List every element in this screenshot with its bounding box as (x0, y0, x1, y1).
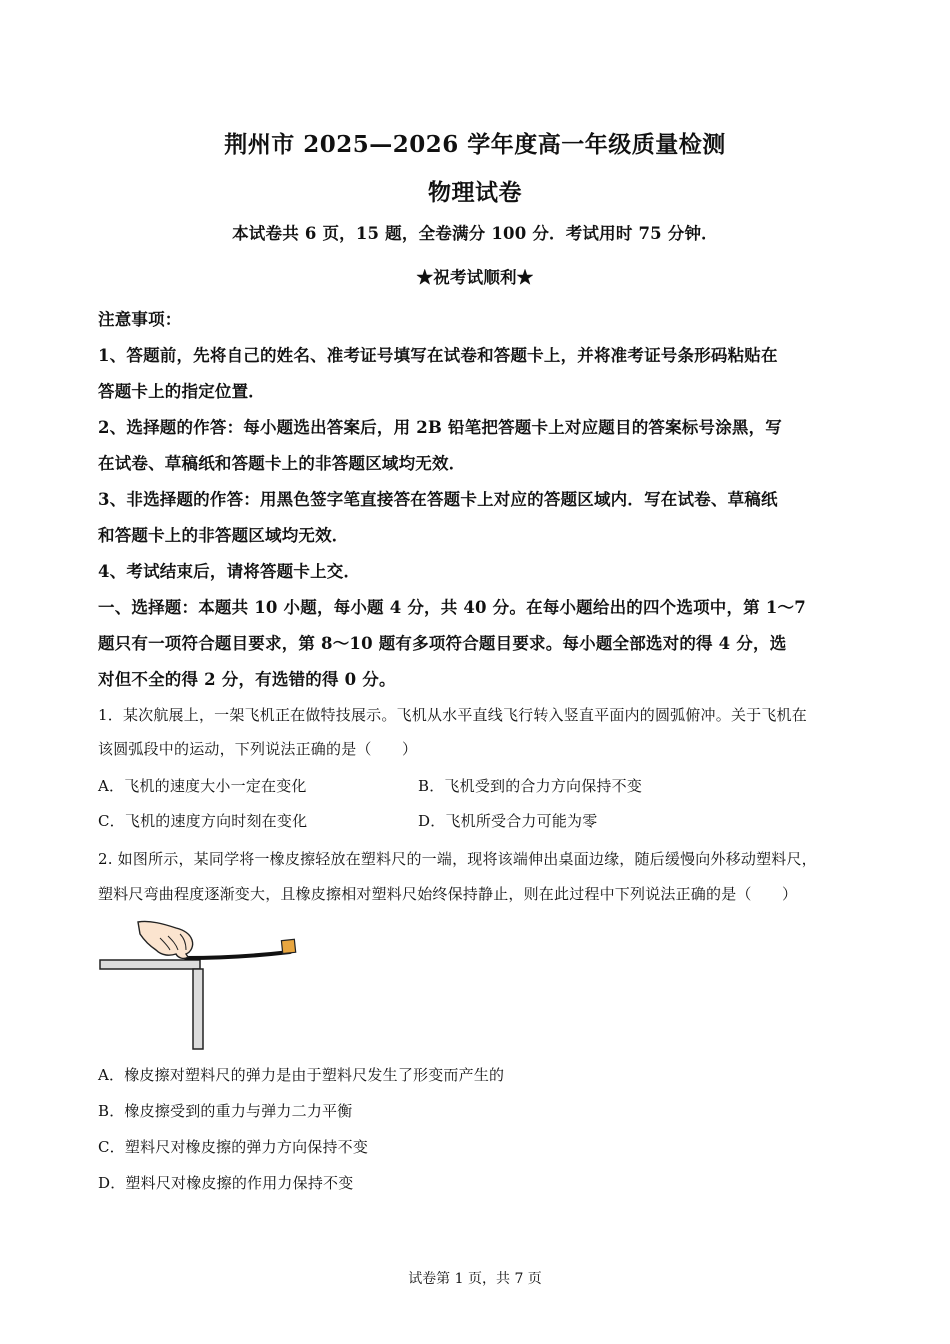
plastic-ruler (186, 952, 290, 958)
question-2-option-b: B．橡皮擦受到的重力与弹力二力平衡 (98, 1102, 353, 1120)
notes-line: 3、非选择题的作答：用黑色签字笔直接答在答题卡上对应的答题区域内．写在试卷、草稿纸 (98, 490, 778, 509)
notes-line: 在试卷、草稿纸和答题卡上的非答题区域均无效． (98, 454, 466, 473)
question-1-option-d: D．飞机所受合力可能为零 (418, 812, 598, 830)
table-leg (193, 969, 203, 1049)
question-1-option-c: C．飞机的速度方向时刻在变化 (98, 812, 308, 830)
page-footer: 试卷第 1 页，共 7 页 (408, 1271, 542, 1287)
notes-heading: 注意事项： (98, 310, 182, 329)
subject-title: 物理试卷 (428, 179, 522, 206)
exam-title: 荆州市 2025—2026 学年度高一年级质量检测 (224, 131, 726, 158)
notes-line: 和答题卡上的非答题区域均无效． (98, 526, 349, 545)
hand-icon (138, 921, 193, 958)
question-2-option-d: D．塑料尺对橡皮擦的作用力保持不变 (98, 1174, 354, 1192)
question-2-stem: 2. 如图所示，某同学将一橡皮擦轻放在塑料尺的一端，现将该端伸出桌面边缘，随后缓慢向外移动塑料尺， (98, 850, 817, 868)
good-luck-line: ★祝考试顺利★ (416, 268, 534, 287)
section-instructions: 对但不全的得 2 分，有选错的得 0 分。 (98, 670, 396, 689)
question-1-option-a: A．飞机的速度大小一定在变化 (98, 777, 307, 795)
question-2-option-c: C．塑料尺对橡皮擦的弹力方向保持不变 (98, 1138, 369, 1156)
notes-line: 答题卡上的指定位置． (98, 382, 265, 401)
table-top (100, 960, 200, 969)
question-1-stem: 该圆弧段中的运动，下列说法正确的是（ ） (98, 740, 418, 758)
question-1-stem: 1．某次航展上，一架飞机正在做特技展示。飞机从水平直线飞行转入竖直平面内的圆弧俯冲。关于飞机在 (98, 706, 807, 724)
notes-line: 4、考试结束后，请将答题卡上交． (98, 562, 361, 581)
question-2-option-a: A．橡皮擦对塑料尺的弹力是由于塑料尺发生了形变而产生的 (98, 1066, 505, 1084)
question-2-stem: 塑料尺弯曲程度逐渐变大，且橡皮擦相对塑料尺始终保持静止，则在此过程中下列说法正确的是（ ） (98, 885, 798, 903)
section-instructions: 题只有一项符合题目要求，第 8～10 题有多项符合题目要求。每小题全部选对的得 4 分，选 (98, 634, 787, 653)
ruler-eraser-figure (98, 916, 308, 1051)
notes-line: 1、答题前，先将自己的姓名、准考证号填写在试卷和答题卡上，并将准考证号条形码粘贴在 (98, 346, 778, 365)
question-1-option-b: B．飞机受到的合力方向保持不变 (418, 777, 643, 795)
exam-info: 本试卷共 6 页，15 题，全卷满分 100 分．考试用时 75 分钟． (232, 224, 718, 243)
section-instructions: 一、选择题：本题共 10 小题，每小题 4 分，共 40 分。在每小题给出的四个选项中，第 1～7 (98, 598, 806, 617)
eraser (281, 939, 295, 953)
notes-line: 2、选择题的作答：每小题选出答案后，用 2B 铅笔把答题卡上对应题目的答案标号涂黑，写 (98, 418, 782, 437)
